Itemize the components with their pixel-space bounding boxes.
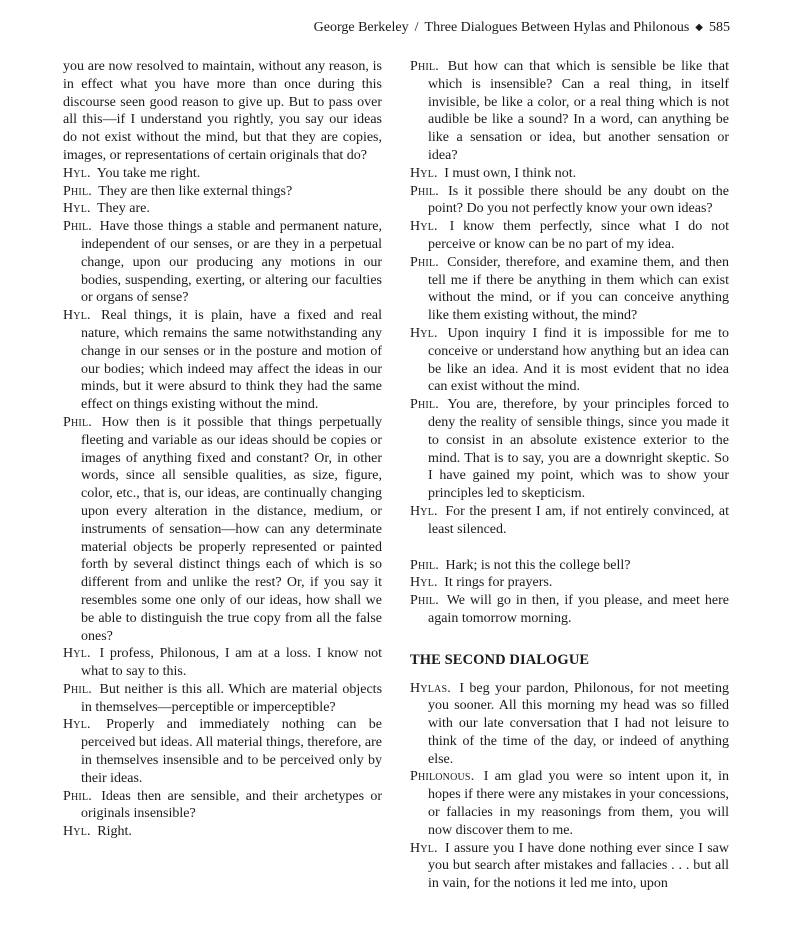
speech-text: They are. [97,201,150,217]
speech-text: I profess, Philonous, I am at a loss. I know not what to say to this. [81,646,382,680]
speaker-label: Hyl. [63,646,91,662]
speech-text: Right. [97,824,132,840]
speaker-label: Hylas. [410,680,451,696]
header-title: Three Dialogues Between Hylas and Philonous [424,20,690,35]
speech-text: I am glad you were so intent upon it, in hopes if there were any mistakes in your concessions, or fallacies in my reasonings from them, you will now discover them to me. [428,769,730,838]
speech-text: They are then like external things? [98,183,293,199]
speaker-label: Hyl. [63,308,91,324]
speaker-label: Phil. [410,254,439,270]
dialogue-entry [410,396,729,503]
diamond-ornament-icon: ◆ [695,22,703,33]
speaker-label: Phil. [410,593,439,609]
speaker-label: Hyl. [410,165,438,181]
speaker-label: Hyl. [63,824,91,840]
speaker-label: Hyl. [410,575,438,591]
speaker-label: Phil. [63,183,92,199]
left-column [63,58,382,841]
speech-text: Consider, therefore, and examine them, and then tell me if there be anything in them which can exist without the mind, or if you can conceive anything like them existing without, the mind? [428,254,729,324]
speech-text: I must own, I think not. [444,165,577,181]
dialogue-entry [410,254,729,325]
speaker-label: Phil. [63,788,92,804]
speaker-label: Hyl. [410,503,438,519]
speaker-label: Phil. [410,183,439,199]
header-author: George Berkeley [313,20,409,35]
right-column [410,58,729,893]
speech-text: But how can that which is sensible be like that which is insensible? Can a real thing, in itself invisible, be like a color, or a real thing which is not audible be like a sound? In a word, can anything be like a sensation or idea, but another sensation or idea? [428,59,729,163]
dialogue-entry [410,680,729,769]
speech-text: I beg your pardon, Philonous, for not meeting you sooner. All this morning my head was so filled with our late conversation that I had not leisure to think of the time of the day, or indeed of anything else. [428,680,729,767]
speaker-label: Hyl. [63,201,91,217]
dialogue-entries-first [410,58,729,539]
speaker-label: Hyl. [410,840,438,856]
dialogue-entry [63,823,382,841]
speech-text: For the present I am, if not entirely convinced, at least silenced. [428,503,729,537]
speaker-label: Hyl. [63,717,91,733]
speaker-label: Phil. [410,59,439,74]
speech-text: Ideas then are sensible, and their archetypes or originals insensible? [81,788,382,822]
opening-paragraph: you are now resolved to maintain, without any reason, is in effect what you have more than once during this discourse seen good reason to give up. But to pass over all this—if I understand you rightly, you say our ideas do not exist without the mind, but that they are copies, images, or representations of certain originals that do? [63,59,382,163]
speaker-label: Phil. [63,681,92,697]
speech-text: Upon inquiry I find it is impossible for me to conceive or understand how anything but an idea can be like an idea. And it is most evident that no idea can exist without the mind. [428,325,730,395]
dialogue-entry [63,307,382,414]
speaker-label: Hyl. [410,219,438,235]
speech-text: You take me right. [96,165,201,181]
speech-text: I assure you I have done nothing ever since I saw you but search after mistakes and fallacies . . . but all in vain, for the notions it led me into, upon [428,840,729,892]
speech-text: But neither is this all. Which are material objects in themselves—perceptible or imperceptible? [81,681,383,715]
speech-text: You are, therefore, by your principles forced to deny the reality of sensible things, since you made it to consist in an absolute existence exterior to the mind. That is to say, you are a downright skeptic. So I have gained my point, which was to show your principles led to skepticism. [428,397,730,502]
speech-text: Have those things a stable and permanent nature, independent of our senses, or are they in a perpetual change, upon our producing any motions in our bodies, suspending, exerting, or altering our faculties or organs of sense? [81,219,382,306]
speech-text: It rings for prayers. [444,575,553,591]
dialogue-entry [63,414,382,645]
dialogue-entry [410,58,729,165]
dialogue-entry [410,218,729,254]
dialogue-entry [63,716,382,787]
dialogue-entry [63,200,382,218]
speaker-label: Phil. [410,557,439,573]
dialogue-entry [410,503,729,539]
dialogue-entries-closing [410,557,729,628]
dialogue-entry [410,325,729,396]
section-break [410,539,729,557]
dialogue-entry [63,645,382,681]
dialogue-entry [410,165,729,183]
dialogue-entry [63,218,382,307]
speech-text: Properly and immediately nothing can be perceived but ideas. All material things, therefore, are in themselves insensible and to be perceived only by their ideas. [81,717,383,786]
section-heading: THE SECOND DIALOGUE [410,651,590,668]
speech-text: Real things, it is plain, have a fixed and real nature, which remains the same notwithstanding any change in our senses or in the posture and motion of our bodies; which indeed may affect the ideas in our minds, but it were absurd to think they had the same effect on things existing without the mind. [81,308,383,413]
dialogue-entry [410,574,729,592]
header-separator: / [414,20,419,35]
speaker-label: Phil. [63,219,92,235]
speaker-label: Philonous. [410,769,475,785]
dialogue-entry [410,557,729,575]
dialogue-entry [410,840,729,893]
dialogue-entry [410,183,729,219]
speaker-label: Hyl. [63,165,91,181]
running-header [314,19,730,38]
speech-text: How then is it possible that things perpetually fleeting and variable as our ideas should be copies or images of anything fixed and constant? Or, in other words, since all sensible qualities, as size, figure, color, etc., that is, our ideas, are continually changing upon every alteration in the distance, medium, or instruments of sensation—how can any determinate material objects be properly represented or painted forth by several distinct things each of which is so different from and unlike the rest? Or, if you say it resembles some one only of our ideas, how shall we be able to distinguish the true copy from all the false ones? [81,414,383,644]
speech-text: I know them perfectly, since what I do not perceive or know can be no part of my idea. [428,219,730,252]
speaker-label: Phil. [410,397,439,413]
dialogue-entry [410,768,729,839]
speaker-label: Phil. [63,414,92,430]
page-number: 585 [709,20,730,35]
speaker-label: Hyl. [410,325,438,341]
dialogue-entries [63,165,382,841]
second-dialogue-entries [410,680,729,894]
dialogue-entry [63,788,382,824]
dialogue-entry [63,681,382,717]
speech-text: We will go in then, if you please, and meet here again tomorrow morning. [428,593,729,626]
dialogue-entry [410,592,729,628]
speech-text: Is it possible there should be any doubt on the point? Do you not perfectly know your own ideas? [428,183,729,217]
dialogue-entry [63,183,382,201]
dialogue-entry [63,165,382,183]
speech-text: Hark; is not this the college bell? [445,557,631,573]
